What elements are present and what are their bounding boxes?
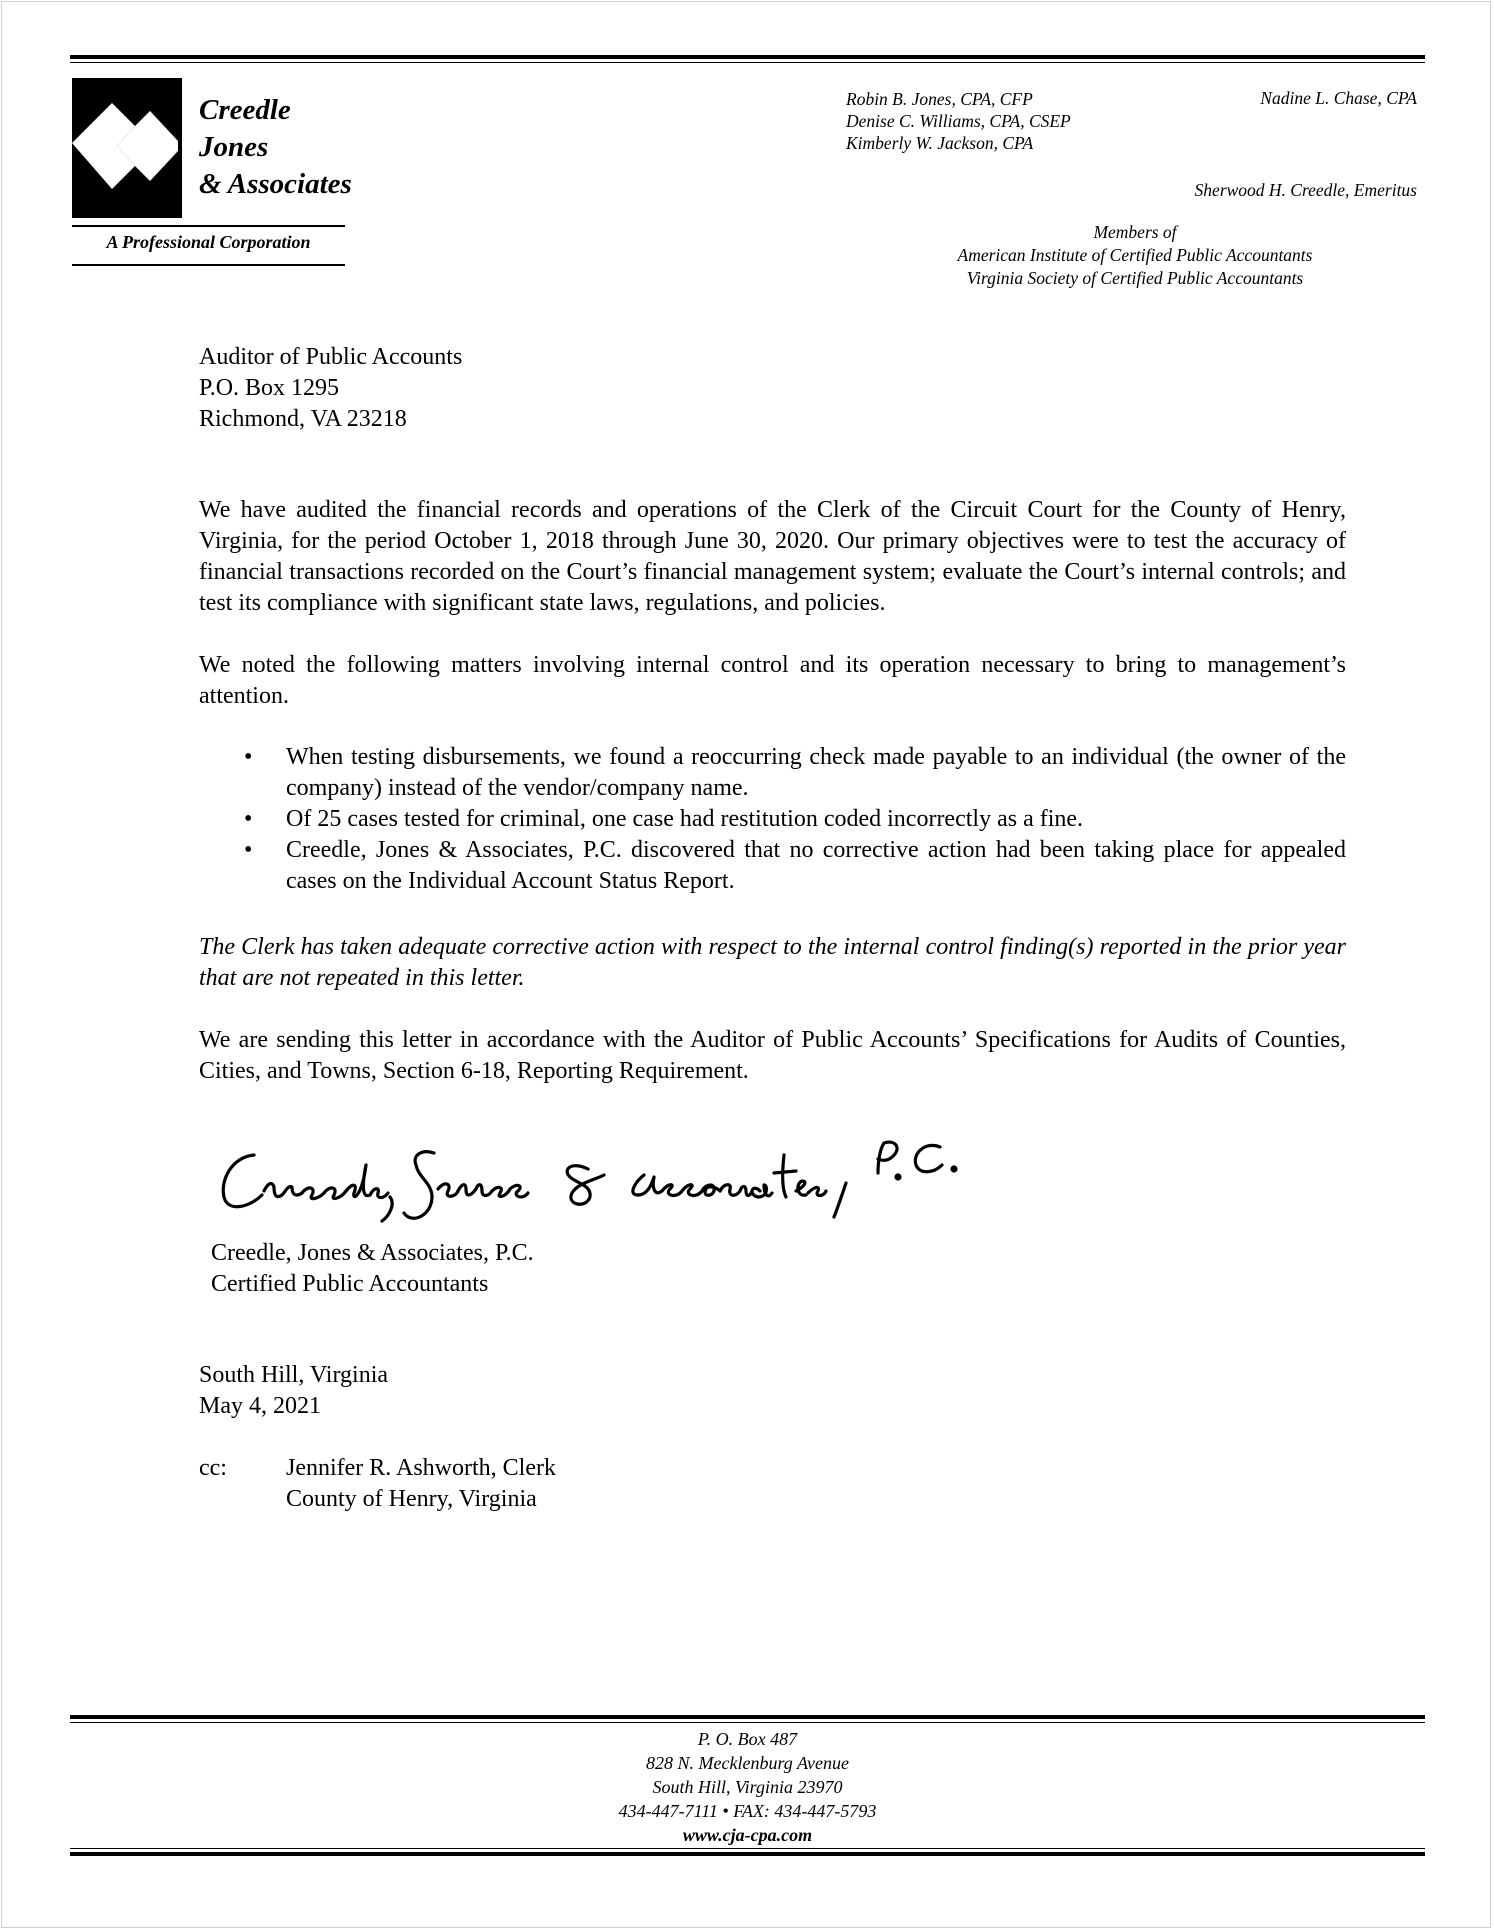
footer-line: 434-447-7111 • FAX: 434-447-5793 — [618, 1801, 877, 1821]
cc-line: Jennifer R. Ashworth, Clerk — [286, 1455, 556, 1481]
paragraph-reporting: We are sending this letter in accordance with the Auditor of Public Accounts’ Specifications for Audits of Counties, Cities, and Towns, Section 6-18, Reporting Requirement. — [199, 1027, 1346, 1084]
footer-line: South Hill, Virginia 23970 — [652, 1777, 843, 1797]
partner-emeritus: Sherwood H. Creedle, Emeritus — [1194, 180, 1417, 200]
recipient-address — [199, 342, 462, 435]
cc-recipients — [286, 1453, 556, 1515]
partners-list — [846, 88, 1071, 154]
membership-line: Members of — [1093, 222, 1177, 242]
corp-rule-top — [72, 225, 345, 227]
date-line: May 4, 2021 — [199, 1393, 321, 1419]
signature-block — [211, 1238, 534, 1300]
address-line: Richmond, VA 23218 — [199, 406, 407, 432]
footer-rule-thick-top — [70, 1715, 1425, 1719]
footer-rule-thick-bottom — [70, 1852, 1425, 1856]
partner-name: Denise C. Williams, CPA, CSEP — [846, 111, 1071, 131]
address-line: Auditor of Public Accounts — [199, 344, 463, 370]
firm-name-line: & Associates — [199, 168, 352, 200]
footer-line: P. O. Box 487 — [697, 1729, 798, 1749]
firm-name — [199, 92, 352, 203]
list-item — [199, 804, 1346, 835]
firm-logo-icon — [72, 78, 182, 218]
bullet-icon: • — [244, 837, 253, 863]
header-rule-thin — [70, 62, 1425, 63]
cc-line: County of Henry, Virginia — [286, 1486, 537, 1512]
membership-line: Virginia Society of Certified Public Accountants — [966, 268, 1304, 288]
finding-text: Of 25 cases tested for criminal, one case had restitution coded incorrectly as a fine. — [286, 806, 1084, 832]
finding-text: When testing disbursements, we found a reoccurring check made payable to an individual (the owner of the company) instead of the vendor/company name. — [286, 744, 1346, 801]
address-line: P.O. Box 1295 — [199, 375, 340, 401]
memberships — [880, 221, 1390, 290]
corporation-label: A Professional Corporation — [106, 232, 311, 252]
signer-line: Certified Public Accountants — [211, 1271, 489, 1297]
partner-name-right: Nadine L. Chase, CPA — [1260, 88, 1417, 108]
place-line: South Hill, Virginia — [199, 1362, 389, 1388]
list-item — [199, 742, 1346, 804]
partner-name: Kimberly W. Jackson, CPA — [846, 133, 1034, 153]
header-rule-thick — [70, 55, 1425, 59]
footer-line: 828 N. Mecklenburg Avenue — [646, 1753, 849, 1773]
footer-address — [70, 1727, 1425, 1847]
corp-rule-bottom — [72, 264, 345, 266]
footer-rule-thin-top — [70, 1722, 1425, 1723]
membership-line: American Institute of Certified Public Accountants — [957, 245, 1313, 265]
firm-name-line: Jones — [199, 131, 269, 163]
findings-list — [199, 742, 1346, 897]
bullet-icon: • — [244, 744, 253, 770]
partner-name: Robin B. Jones, CPA, CFP — [846, 89, 1033, 109]
paragraph-matters-intro: We noted the following matters involving internal control and its operation necessary to bring to management’s attention. — [199, 652, 1346, 709]
cc-label: cc: — [199, 1455, 227, 1481]
paragraph-prior-year: The Clerk has taken adequate corrective action with respect to the internal control finding(s) reported in the prior year that are not repeated in this letter. — [199, 934, 1346, 991]
place-and-date — [199, 1360, 388, 1422]
list-item — [199, 835, 1346, 897]
firm-name-line: Creedle — [199, 94, 291, 126]
signer-line: Creedle, Jones & Associates, P.C. — [211, 1240, 534, 1266]
handwritten-signature — [212, 1125, 972, 1235]
footer-rule-thin-bottom — [70, 1848, 1425, 1849]
finding-text: Creedle, Jones & Associates, P.C. discovered that no corrective action had been taking place for appealed cases on the Individual Account Status Report. — [286, 837, 1346, 894]
footer-website-link[interactable]: www.cja-cpa.com — [682, 1825, 813, 1845]
bullet-icon: • — [244, 806, 253, 832]
paragraph-audit-scope: We have audited the financial records and operations of the Clerk of the Circuit Court for the County of Henry, Virginia, for the period October 1, 2018 through June 30, 2020. Our primary objectives were to test the accuracy of financial transactions recorded on the Court’s financial management system; evaluate the Court’s internal controls; and test its compliance with significant state laws, regulations, and policies. — [199, 497, 1346, 616]
